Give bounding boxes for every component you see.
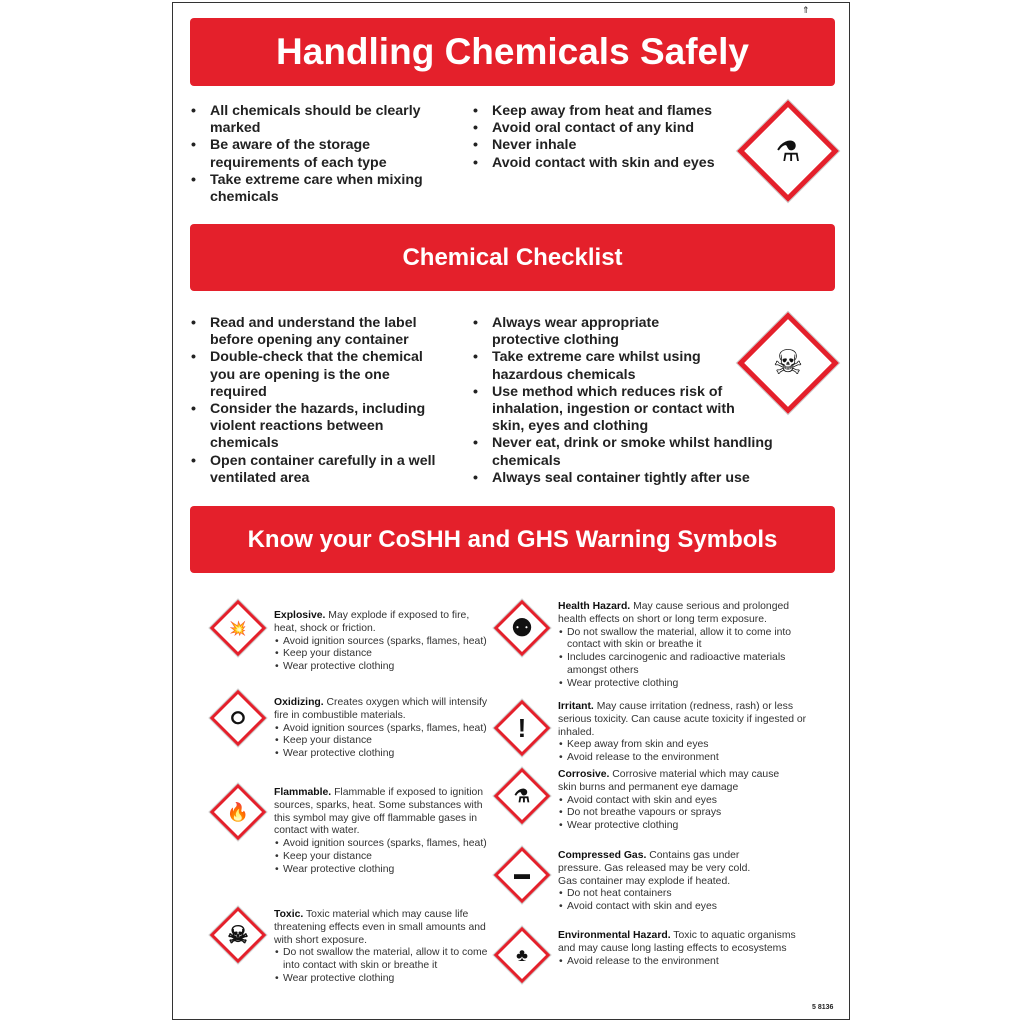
hazard-desc: Contains gas under pressure. Gas released may be very cold. Gas container may explode if heated.	[558, 850, 751, 887]
intro-list-left	[190, 103, 440, 206]
list-item: • Avoid oral contact of any kind	[472, 120, 732, 137]
compressed-gas-icon: ▬	[495, 848, 549, 902]
hazard-description	[558, 930, 808, 968]
list-item: • Do not swallow the material, allow it to come into contact with skin or breathe it	[558, 627, 798, 653]
hazard-desc: Flammable if exposed to ignition sources, sparks, heat. Some substances with this symbol may give off flammable gases in contact with water.	[274, 787, 484, 837]
hazard-desc: Toxic material which may cause life threatening effects even in small amounts and with short exposure.	[274, 909, 486, 946]
list-item: • Do not heat containers	[558, 888, 758, 901]
hazard-name: Flammable.	[274, 787, 332, 798]
hazard-bullets	[274, 947, 489, 985]
health-hazard-icon: ⚉	[495, 601, 549, 655]
list-item: • Keep your distance	[274, 851, 494, 864]
product-code: 5 8136	[812, 1004, 834, 1011]
hazard-description	[558, 769, 793, 833]
list-item: • Read and understand the label before opening any container	[190, 315, 450, 349]
hazard-name: Health Hazard.	[558, 601, 631, 612]
hazard-text	[558, 701, 808, 739]
hazard-description	[274, 697, 489, 761]
list-item: • Wear protective clothing	[274, 661, 489, 674]
hazard-description	[274, 909, 489, 986]
list-item: • Double-check that the chemical you are opening is the one required	[190, 349, 450, 401]
checklist-left	[190, 315, 450, 487]
list-item: • Take extreme care when mixing chemicals	[190, 172, 440, 206]
oxidizing-icon: ⭘	[211, 691, 265, 745]
hazard-name: Environmental Hazard.	[558, 930, 671, 941]
list-item: • Wear protective clothing	[558, 820, 793, 833]
hazard-desc: May cause irritation (redness, rash) or less serious toxicity. Can cause acute toxicity if ingested or inhaled.	[558, 701, 807, 738]
list-item: • Avoid contact with skin and eyes	[472, 155, 732, 172]
list-item: • Never inhale	[472, 137, 732, 154]
hazard-bullets	[558, 739, 808, 765]
hazard-text	[558, 930, 808, 956]
hazard-description	[558, 601, 798, 691]
hazard-text	[558, 850, 758, 888]
hazard-text	[558, 601, 798, 627]
list-item: • Keep your distance	[274, 648, 489, 661]
list-item: • Be aware of the storage requirements of each type	[190, 137, 440, 171]
intro-list-right	[472, 103, 732, 172]
corrosive-icon: ⚗	[740, 103, 836, 199]
list-item: • Avoid release to the environment	[558, 956, 808, 969]
hazard-name: Corrosive.	[558, 769, 610, 780]
list-item: • Avoid ignition sources (sparks, flames, heat)	[274, 723, 489, 736]
hazard-desc: Creates oxygen which will intensify fire in combustible materials.	[274, 697, 488, 721]
list-item: • Always wear appropriate protective clothing	[472, 315, 692, 349]
hazard-description	[558, 701, 808, 765]
list-item: • Wear protective clothing	[274, 973, 489, 986]
list-item: • Never eat, drink or smoke whilst handling chemicals	[472, 435, 782, 469]
hazard-name: Oxidizing.	[274, 697, 324, 708]
hazard-name: Irritant.	[558, 701, 594, 712]
environmental-hazard-icon: ♣	[495, 928, 549, 982]
hazard-name: Compressed Gas.	[558, 850, 647, 861]
explosive-icon: 💥	[211, 601, 265, 655]
section-title-symbols: Know your CoSHH and GHS Warning Symbols	[190, 506, 835, 573]
hazard-bullets	[274, 636, 489, 674]
list-item: • Keep away from heat and flames	[472, 103, 732, 120]
hazard-name: Toxic.	[274, 909, 304, 920]
irritant-icon: !	[495, 701, 549, 755]
list-item: • Take extreme care whilst using hazardous chemicals	[472, 349, 722, 383]
list-item: • Avoid contact with skin and eyes	[558, 901, 758, 914]
checklist-right	[472, 315, 782, 487]
hazard-bullets	[558, 627, 798, 691]
hazard-text	[274, 787, 494, 838]
list-item: • Do not swallow the material, allow it to come into contact with skin or breathe it	[274, 947, 489, 973]
hazard-desc: May explode if exposed to fire, heat, shock or friction.	[274, 610, 470, 634]
list-item: • All chemicals should be clearly marked	[190, 103, 440, 137]
list-item: • Consider the hazards, including violent reactions between chemicals	[190, 401, 450, 453]
hazard-desc: Toxic to aquatic organisms and may cause long lasting effects to ecosystems	[558, 930, 796, 954]
list-item: • Avoid ignition sources (sparks, flames, heat)	[274, 636, 489, 649]
list-item: • Wear protective clothing	[274, 748, 489, 761]
hazard-text	[274, 610, 489, 636]
list-item: • Avoid ignition sources (sparks, flames, heat)	[274, 838, 494, 851]
list-item: • Do not breathe vapours or sprays	[558, 807, 793, 820]
list-item: • Always seal container tightly after use	[472, 470, 782, 487]
list-item: • Avoid contact with skin and eyes	[558, 795, 793, 808]
hazard-text	[558, 769, 793, 795]
corrosive-icon: ⚗	[495, 769, 549, 823]
list-item: • Avoid release to the environment	[558, 752, 808, 765]
list-item: • Use method which reduces risk of inhalation, ingestion or contact with skin, eyes and clothing	[472, 384, 742, 436]
skull-crossbones-icon: ☠	[740, 315, 836, 411]
list-item: • Includes carcinogenic and radioactive materials amongst others	[558, 652, 798, 678]
hazard-description	[274, 787, 494, 877]
hazard-bullets	[558, 795, 793, 833]
orientation-arrow-icon: ⇑	[802, 5, 810, 15]
hazard-description	[558, 850, 758, 914]
hazard-text	[274, 697, 489, 723]
hazard-name: Explosive.	[274, 610, 326, 621]
list-item: • Wear protective clothing	[558, 678, 798, 691]
list-item: • Keep away from skin and eyes	[558, 739, 808, 752]
list-item: • Keep your distance	[274, 735, 489, 748]
section-title-checklist: Chemical Checklist	[190, 224, 835, 291]
hazard-bullets	[274, 838, 494, 876]
hazard-text	[274, 909, 489, 947]
hazard-desc: Corrosive material which may cause skin burns and permanent eye damage	[558, 769, 780, 793]
hazard-desc: May cause serious and prolonged health effects on short or long term exposure.	[558, 601, 790, 625]
hazard-bullets	[274, 723, 489, 761]
list-item: • Open container carefully in a well ventilated area	[190, 453, 450, 487]
hazard-description	[274, 610, 489, 674]
flammable-icon: 🔥	[211, 785, 265, 839]
list-item: • Wear protective clothing	[274, 864, 494, 877]
hazard-bullets	[558, 956, 808, 969]
page-title: Handling Chemicals Safely	[190, 18, 835, 86]
toxic-icon: ☠	[211, 908, 265, 962]
hazard-bullets	[558, 888, 758, 914]
